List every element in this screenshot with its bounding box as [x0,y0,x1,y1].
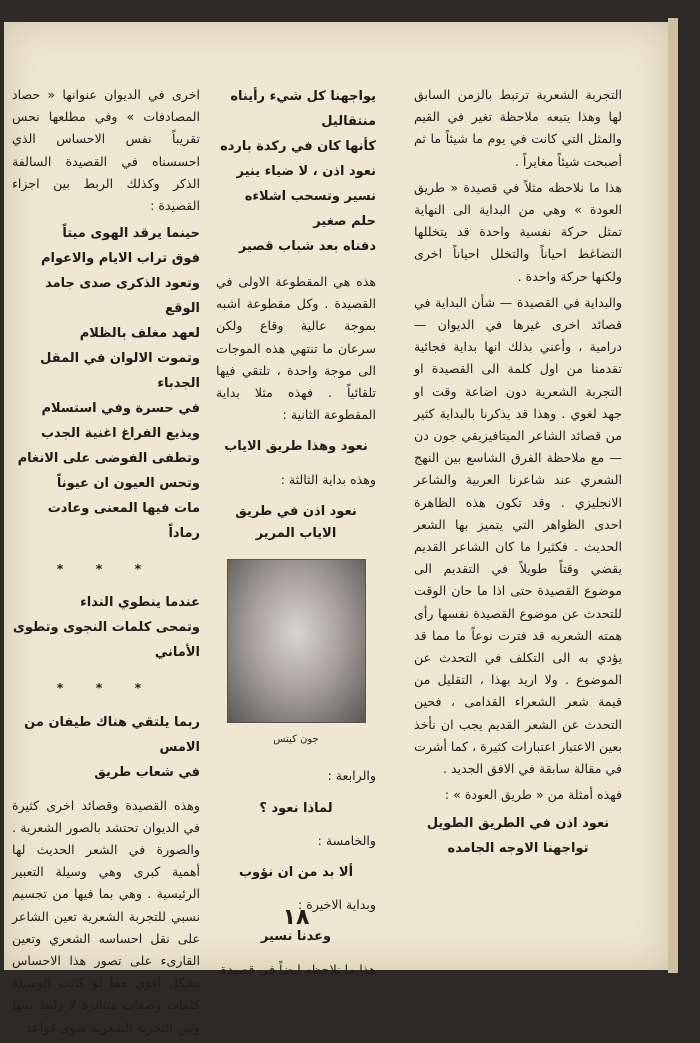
verse-line: ويذيع الفراغ اغنية الجدب [40,426,200,442]
magazine-page [4,22,668,1035]
verse-line: دفناه بعد شباب قصير [238,239,376,254]
paragraph: التجربة الشعرية ترتبط بالزمن السابق لها وهذا يتبعه ملاحظة تغير في القيم والمثل التي كانت في يوم ما شيئاً ما ثم أصبحت شيئاً مغايراً . [414,87,622,169]
page-number: ١٨ [282,905,310,930]
verse-line: تواجهنا الاوجه الجامده [447,840,589,856]
paragraph: هذا ما نلاحظه ايضاً في قصيدة [220,961,376,977]
verse-line: لعهد مغلف بالظلام [79,326,200,342]
verse-line: وتحس العيون ان عيوناً [56,476,200,492]
verse-line: يواجهنا كل شيء رأيناه منتقاليل [230,89,376,129]
verse-line: ربما يلتقي هناك طيفان من الامس [24,714,200,755]
verse-line: حينما يرقد الهوى ميتاً [62,226,200,242]
photo-caption: جون كيتس [273,734,319,746]
verse-line: مات فيها المعنى وعادت رماداً [47,501,200,542]
paragraph: وهذه القصيدة وقصائد اخرى كثيرة في الديوان تحتشد بالصور الشعرية . والصورة في الشعر الحديث لها أهمية كبرى وهي وسيلة التعبير الرئيسية . وهي بما فيها من تجسيم نسبي للتجربة الشعرية تعين الشاعر على نقل احساسه الشعري وتعين القارىء على تصور هذا الاحساس بشكل أقوى مما لو كانت الوسيلة كلمات وصفات متناثرة لا رابط بينها وبين التجربة الشعرية سوى قواعد [12,797,200,1035]
verse-line: ألا بد من ان نؤوب [238,865,354,881]
verse-line: نعود اذن في الطريق الطويل [426,815,610,831]
section-separator: * * * [56,561,156,577]
verse-line: عندما ينطوي النداء [80,595,200,611]
verse-line: وتموت الالوان في المقل الجدباء [40,351,200,392]
verse-line: نعود اذن ، لا ضياء ينير [236,164,376,179]
left-column [12,84,200,1043]
verse-line: في حسرة وفي استسلام [41,401,200,417]
verse-line: وعدنا نسير [260,929,332,945]
paragraph: وبداية الاخيرة : [297,897,376,913]
verse-line: وتطفى الفوضى على الانغام [17,451,200,467]
middle-column [216,84,376,985]
verse-line: في شعاب طريق [94,764,200,780]
portrait-photo [227,559,366,723]
verse-line: كأنها كان في ركدة بارده [220,139,376,154]
paragraph: وهذه بداية الثالثة : [280,471,376,487]
verse-line: وتمحى كلمات النجوى وتطوى الأماني [12,620,200,661]
paragraph: فهذه أمثلة من « طريق العودة » : [444,787,622,803]
paragraph: والرابعة : [327,768,376,784]
verse-line: فوق تراب الايام والاعوام [40,251,200,267]
verse-line: لماذا نعود ؟ [259,800,333,816]
paragraph: هذه هي المقطوعة الاولى في القصيدة . وكل مقطوعة اشبه بموجة عالية وقاع ولكن سرعان ما تنتهي هذه الموجات الى موجة واحدة ، تلتقي فيها تلقائياً . فهذه مثلا بداية المقطوعة الثانية : [216,274,376,423]
paragraph: هذا ما نلاحظه مثلاً في قصيدة « طريق العودة » وهي من البداية الى النهاية تمثل حركة نفسية واحدة قد يتخللها التضاغط احياناً والتخلل احياناً اخرى ولكنها حركة واحدة . [414,179,622,284]
verse-line: نسير وتسحب اشلاءه حلم صغير [244,189,376,229]
verse-line: نعود وهذا طريق الاياب [224,439,368,455]
verse-line: نعود اذن في طريق الاياب المرير [235,503,357,542]
paragraph: والبداية في القصيدة — شأن البداية في قصائد اخرى غيرها في الديوان — درامية ، وأعني بذلك انها بداية فجائية تقدمنا من اول كلمة الى القصيدة او التجربة الشعرية دون اضاعة وقت او جهد لغوي . وهذا قد يذكرنا بالبداية كثير من قصائد الشاعر الميتافيزيقي جون دن — مع ملاحظة الفرق الشاسع بين النهج الشعري عند شاعرنا العربية والشاعر الانجليزي . وقد تكون هذه الظاهرة احدى الظواهر التي يتميز بها الشعر الحديث . فكثيرا ما كان الشاعر القديم يقضي وقتاً طويلاً في التقديم الى موضوع القصيدة حتى اذا ما حان الوقت للتحدث عن موضوع القصيدة نفسها رأى همته الشعريه قد فترت نوعاً ما مما قد يؤدي به الى التكلف في التحدث عن الموضوع . ولا اريد بهذا ، التقليل من قيمة شعر الشعراء القدامى ، فحين التحدث عن الشعر القديم يجب ان نأخذ بعين الاعتبار اعتبارات كثيرة ، كما أشرت في مقالة سابقة في الافق الجديد . [414,294,622,777]
section-separator: * * * [56,680,156,696]
page-edge [668,18,678,973]
paragraph: اخرى في الديوان عنوانها « حصاد المصادفات » وفي مطلعها نحس تقريباً نفس الاحساس الذي احسسناه في القصيدة السالفة الذكر وكذلك الربط بين اجزاء القصيدة : [12,87,200,214]
paragraph: والخامسة : [317,832,376,848]
right-column [414,84,622,861]
verse-line: وتعود الذكرى صدى جامد الوقع [45,276,200,317]
